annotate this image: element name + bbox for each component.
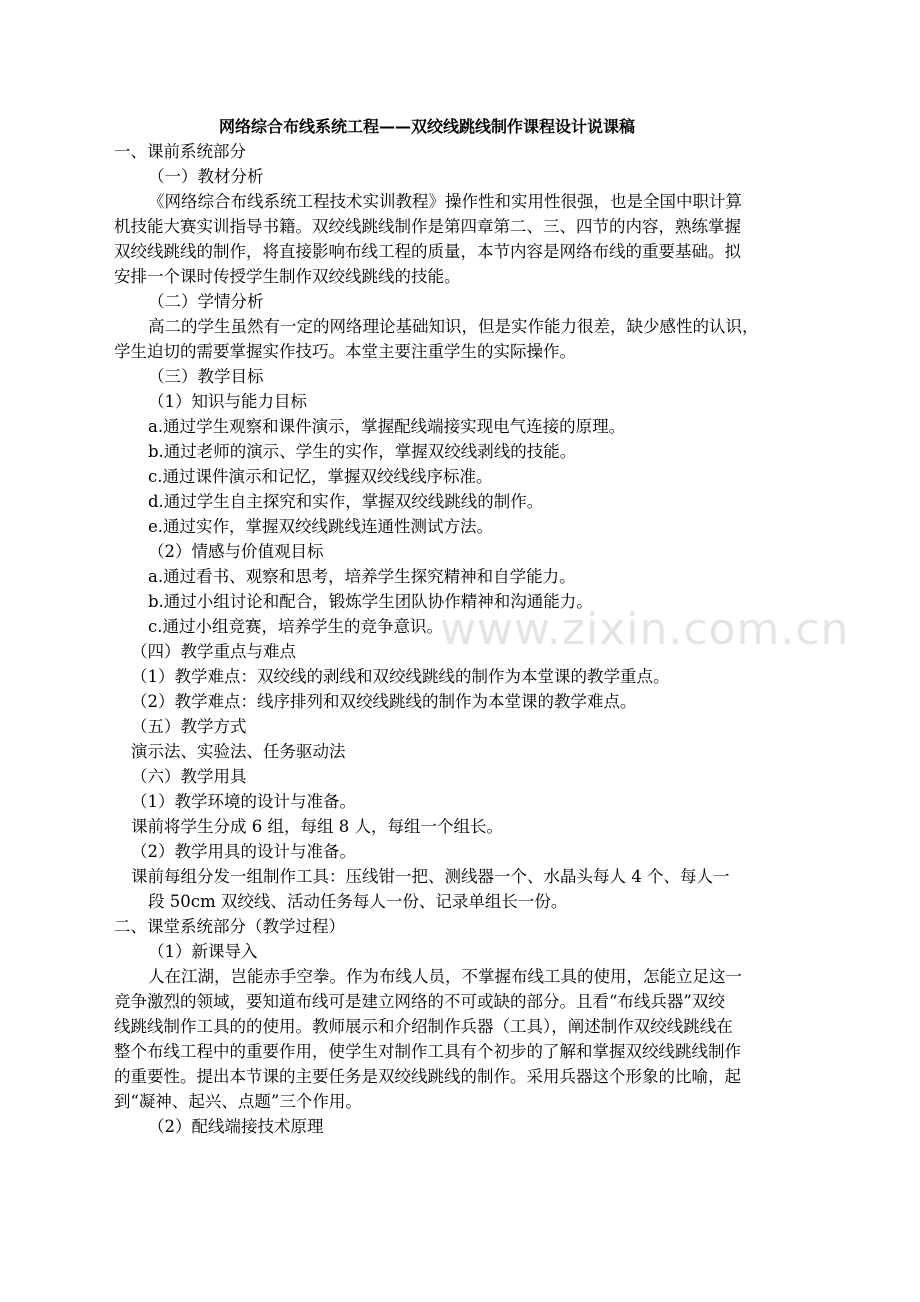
list-item: d.通过学生自主探究和实作，掌握双绞线跳线的制作。 <box>148 492 544 511</box>
paragraph-line: 线跳线制作工具的的使用。教师展示和介绍制作兵器（工具），阐述制作双绞线跳线在 <box>114 1017 733 1036</box>
list-item: a.通过学生观察和课件演示，掌握配线端接实现电气连接的原理。 <box>148 417 626 436</box>
paragraph-line: 《网络综合布线系统工程技术实训教程》操作性和实用性很强，也是全国中职计算 <box>148 192 742 211</box>
list-heading: （2）情感与价值观目标 <box>148 542 324 561</box>
paragraph-line: 课前每组分发一组制作工具：压线钳一把、测线器一个、水晶头每人 4 个、每人一 <box>131 867 730 886</box>
paragraph-line: 学生迫切的需要掌握实作技巧。本堂主要注重学生的实际操作。 <box>114 342 576 361</box>
list-item: b.通过小组讨论和配合，锻炼学生团队协作精神和沟通能力。 <box>148 592 593 611</box>
list-item: e.通过实作，掌握双绞线跳线连通性测试方法。 <box>148 517 494 536</box>
section-heading: 一、课前系统部分 <box>114 142 246 161</box>
paragraph-line: 人在江湖，岂能赤手空拳。作为布线人员，不掌握布线工具的使用，怎能立足这一 <box>148 967 742 986</box>
paragraph-line: 机技能大赛实训指导书籍。双绞线跳线制作是第四章第二、三、四节的内容，熟练掌握 <box>114 217 741 236</box>
paragraph-line: 的重要性。提出本节课的主要任务是双绞线跳线的制作。采用兵器这个形象的比喻，起 <box>114 1067 741 1086</box>
list-item: （1）教学难点：双绞线的剥线和双绞线跳线的制作为本堂课的教学重点。 <box>131 667 670 686</box>
subsection-heading: （四）教学重点与难点 <box>131 642 296 661</box>
document-title: 网络综合布线系统工程——双绞线跳线制作课程设计说课稿 <box>219 117 636 136</box>
subsection-heading: （一）教材分析 <box>148 167 264 186</box>
list-item: c.通过课件演示和记忆，掌握双绞线线序标准。 <box>148 467 493 486</box>
list-heading: （1）教学环境的设计与准备。 <box>131 792 356 811</box>
subsection-heading: （二）学情分析 <box>148 292 264 311</box>
paragraph-line: 到“凝神、起兴、点题”三个作用。 <box>114 1092 362 1111</box>
paragraph-line: 课前将学生分成 6 组，每组 8 人，每组一个组长。 <box>131 817 503 836</box>
list-item: （2）教学难点：线序排列和双绞线跳线的制作为本堂课的教学难点。 <box>131 692 637 711</box>
list-item: b.通过老师的演示、学生的实作，掌握双绞线剥线的技能。 <box>148 442 577 461</box>
paragraph-line: 竞争激烈的领域，要知道布线可是建立网络的不可或缺的部分。且看“布线兵器”双绞 <box>114 992 725 1011</box>
paragraph-line: 段 50cm 双绞线、活动任务每人一份、记录单组长一份。 <box>148 892 568 911</box>
subsection-heading: （五）教学方式 <box>131 717 247 736</box>
list-item: c.通过小组竞赛，培养学生的竞争意识。 <box>148 617 443 636</box>
paragraph-line: 整个布线工程中的重要作用，使学生对制作工具有个初步的了解和掌握双绞线跳线制作 <box>114 1042 741 1061</box>
paragraph-line: 双绞线跳线的制作，将直接影响布线工程的质量，本节内容是网络布线的重要基础。拟 <box>114 242 741 261</box>
list-heading: （1）新课导入 <box>148 942 258 961</box>
subsection-heading: （六）教学用具 <box>131 767 247 786</box>
section-heading: 二、课堂系统部分（教学过程） <box>114 917 345 936</box>
watermark: www.zixin.com.cn <box>440 604 850 655</box>
list-item: a.通过看书、观察和思考，培养学生探究精神和自学能力。 <box>148 567 576 586</box>
list-heading: （1）知识与能力目标 <box>148 392 307 411</box>
list-heading: （2）教学用具的设计与准备。 <box>131 842 356 861</box>
paragraph-line: 高二的学生虽然有一定的网络理论基础知识，但是实作能力很差，缺少感性的认识， <box>148 317 759 336</box>
paragraph-line: 安排一个课时传授学生制作双绞线跳线的技能。 <box>114 267 461 286</box>
subsection-heading: （三）教学目标 <box>148 367 264 386</box>
list-heading: （2）配线端接技术原理 <box>148 1117 324 1136</box>
paragraph-line: 演示法、实验法、任务驱动法 <box>131 742 346 761</box>
